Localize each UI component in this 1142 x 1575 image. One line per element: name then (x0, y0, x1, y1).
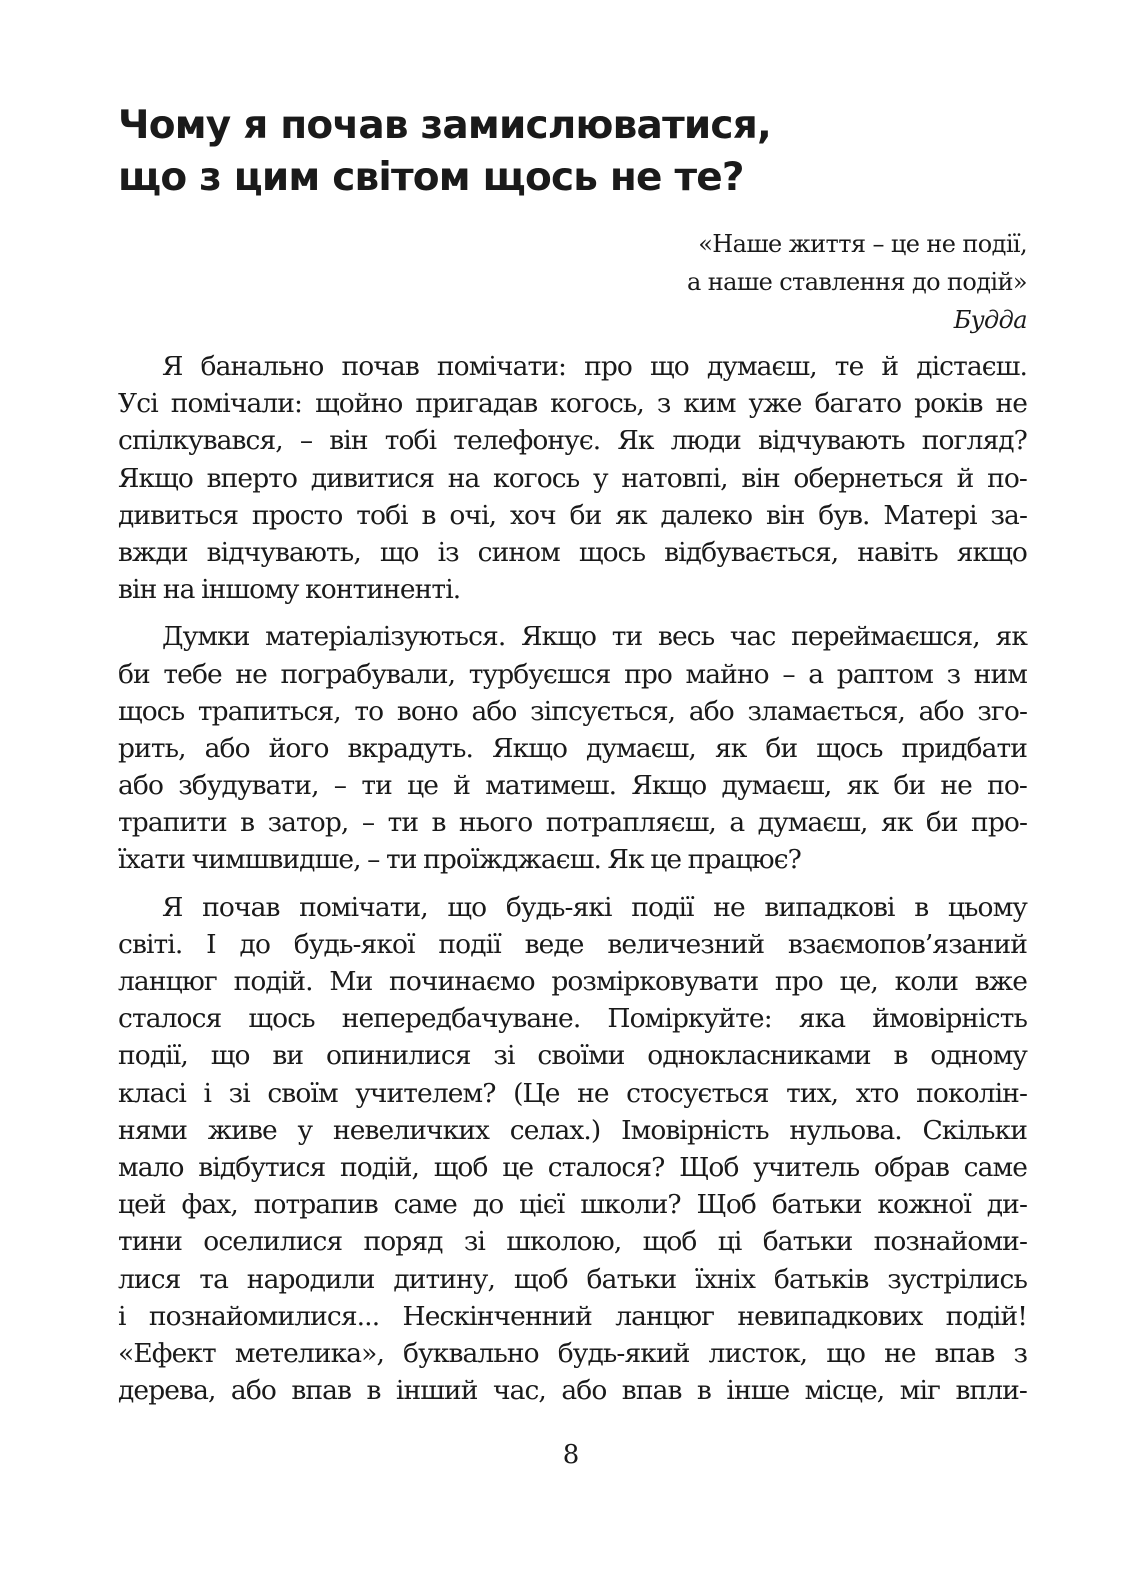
text-line: щось трапиться, то воно або зіпсується, або зламається, або зго- (118, 695, 1027, 727)
text-line: або збудувати, – ти це й матимеш. Якщо думаєш, як би не по- (118, 770, 1027, 802)
text-line: Думки матеріалізуються. Якщо ти весь час переймаєшся, як (162, 621, 1027, 653)
text-line: Я банально почав помічати: про що думаєш, те й дістаєш. (162, 351, 1027, 382)
text-line: би тебе не пограбували, турбуєшся про майно – а раптом з ним (118, 658, 1027, 690)
chapter-title-line: Чому я почав замислюватися, (118, 103, 771, 148)
text-line: ланцюг подій. Ми починаємо розмірковувати про це, коли вже (118, 966, 1027, 997)
chapter-title (118, 100, 1038, 204)
epigraph-quote-line: «Наше життя – це не події, (698, 230, 1027, 258)
paragraph (118, 889, 1027, 1410)
paragraph (118, 618, 1027, 878)
text-line: рить, або його вкрадуть. Якщо думаєш, як би щось придбати (118, 732, 1027, 764)
text-line: події, що ви опинилися зі своїми однокласниками в одному (118, 1040, 1027, 1072)
body-text (118, 348, 1027, 1409)
text-line: дерева, або впав в інший час, або впав в інше місце, міг впли- (118, 1375, 1027, 1407)
text-line: «Ефект метелика», буквально будь-який листок, що не впав з (118, 1337, 1027, 1369)
epigraph-author: Будда (953, 306, 1027, 334)
text-line: Усі помічали: щойно пригадав когось, з ким уже багато років не (118, 388, 1027, 420)
epigraph-quote-line: а наше ставлення до подій» (687, 268, 1027, 296)
text-line: мало відбутися подій, щоб це сталося? Щоб учитель обрав саме (118, 1151, 1027, 1183)
text-line: класі і зі своїм учителем? (Це не стосується тих, хто поколін- (118, 1077, 1027, 1109)
text-line: трапити в затор, – ти в нього потрапляєш, а думаєш, як би про- (118, 807, 1027, 839)
text-line: спілкувався, – він тобі телефонує. Як люди відчувають погляд? (118, 425, 1027, 457)
text-line: нями живе у невеличких селах.) Імовірність нульова. Скільки (118, 1114, 1027, 1146)
page-number: 8 (562, 1440, 580, 1470)
text-line: і познайомилися... Нескінченний ланцюг невипадкових подій! (118, 1300, 1027, 1332)
text-line: дивиться просто тобі в очі, хоч би як далеко він був. Матері за- (118, 499, 1027, 531)
text-line: сталося щось непередбачуване. Поміркуйте: яка ймовірність (118, 1003, 1027, 1035)
chapter-title-line: що з цим світом щось не те? (118, 155, 744, 200)
text-line: Якщо вперто дивитися на когось у натовпі, він обернеться й по- (118, 462, 1027, 494)
epigraph (327, 225, 1027, 339)
text-line: Я почав помічати, що будь-які події не випадкові в цьому (162, 891, 1027, 923)
text-line: він на іншому континенті. (118, 574, 461, 606)
text-line: лися та народили дитину, щоб батьки їхніх батьків зустрілись (118, 1263, 1027, 1295)
text-line: цей фах, потрапив саме до цієї школи? Щоб батьки кожної ди- (118, 1189, 1027, 1221)
paragraph (118, 348, 1027, 608)
text-line: світі. І до будь-якої події веде величезний взаємопов’язаний (118, 928, 1027, 960)
text-line: їхати чимшвидше, – ти проїжджаєш. Як це працює? (118, 844, 801, 876)
text-line: вжди відчувають, що із сином щось відбувається, навіть якщо (118, 536, 1027, 568)
text-line: тини оселилися поряд зі школою, щоб ці батьки познайоми- (118, 1226, 1027, 1258)
